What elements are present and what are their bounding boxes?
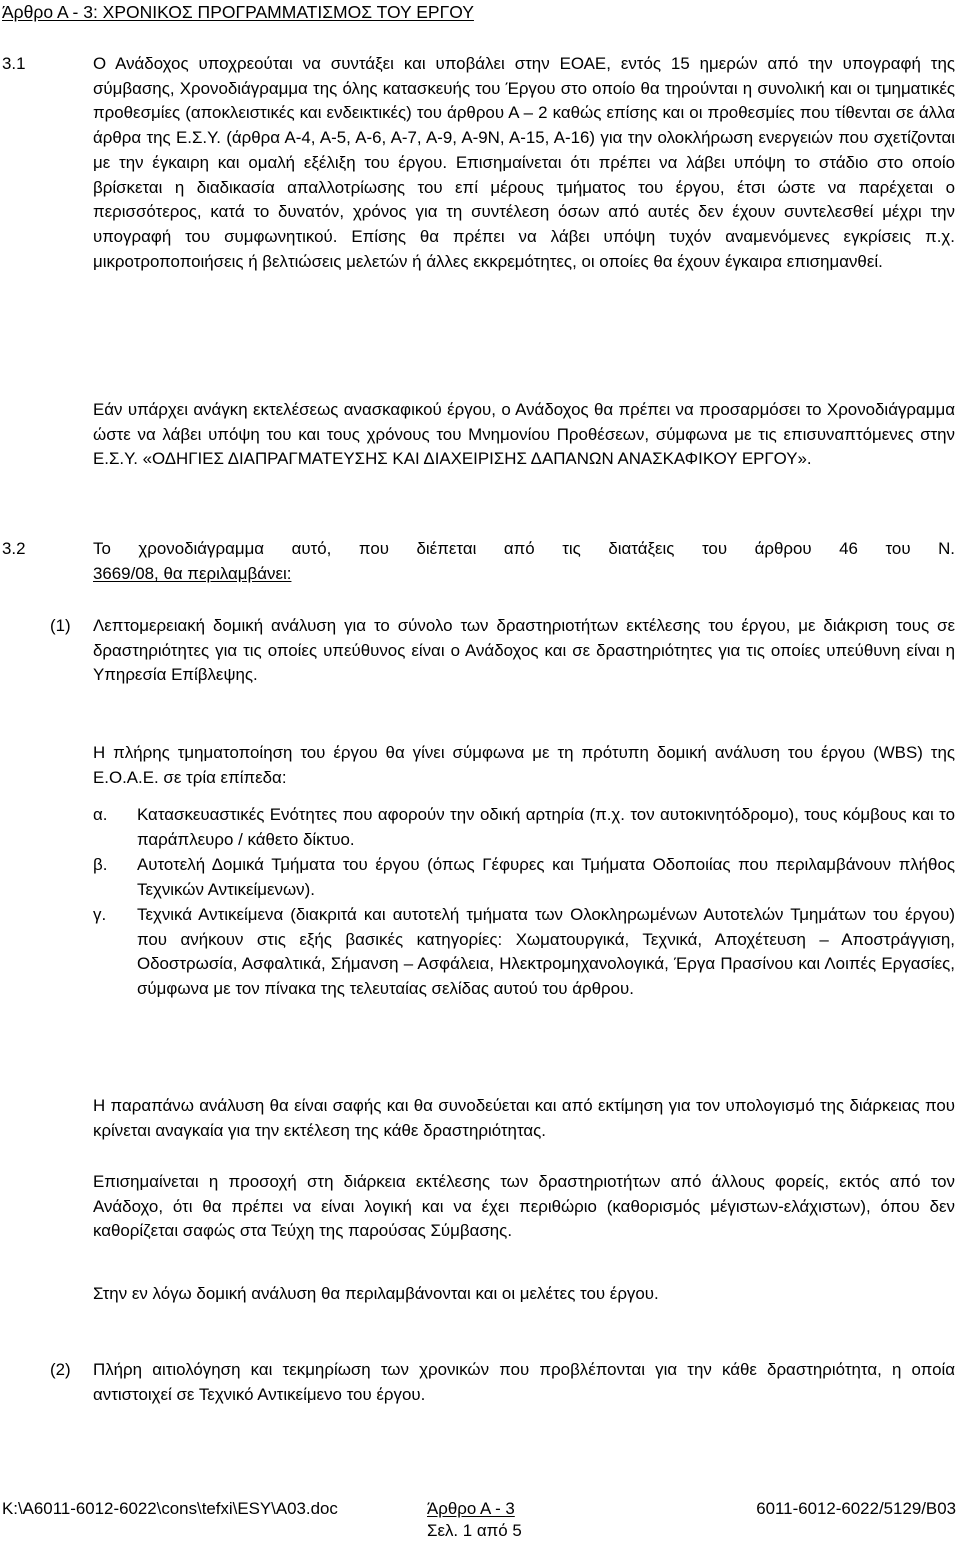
other-parties-text: Επισημαίνεται η προσοχή στη διάρκεια εκτέλεσης των δραστηριοτήτων από άλλους φορείς, εκτός από τον Ανάδοχο, ότι θα πρέπει να είναι λογική και να έχει περιθώριο (καθορισμός μέγιστων-ελάχιστων), όπου δεν καθορίζεται σαφώς στα Τεύχη της παρούσας Σύμβασης. (93, 1172, 955, 1241)
section-3-2-line-2: 3669/08, θα περιλαμβάνει: (93, 563, 292, 583)
item-2-paragraph (93, 1358, 955, 1407)
section-3-2-line-1: Το χρονοδιάγραμμα αυτό, που διέπεται από τις διατάξεις του άρθρου 46 του Ν. (93, 539, 955, 558)
sub-item-b-label: β. (93, 855, 108, 874)
article-title: Άρθρο Α - 3: ΧΡΟΝΙΚΟΣ ΠΡΟΓΡΑΜΜΑΤΙΣΜΟΣ ΤΟΥ ΕΡΓΟΥ (2, 2, 474, 22)
item-2-label: (2) (50, 1360, 71, 1379)
section-number-3-2: 3.2 (2, 539, 26, 558)
sub-item-a-label: α. (93, 805, 108, 824)
duration-text: Η παραπάνω ανάλυση θα είναι σαφής και θα συνοδεύεται και από εκτίμηση για τον υπολογισμό της διάρκειας που κρίνεται αναγκαία για την εκτέλεση της κάθε δραστηριότητας. (93, 1096, 955, 1140)
footer-page-number: Σελ. 1 από 5 (427, 1521, 522, 1540)
section-number-3-1: 3.1 (2, 54, 26, 73)
wbs-text: Η πλήρης τμηματοποίηση του έργου θα γίνει σύμφωνα με τη πρότυπη δομική ανάλυση του έργου (WBS) της Ε.Ο.Α.Ε. σε τρία επίπεδα: (93, 743, 955, 787)
sub-item-c-label: γ. (93, 905, 107, 924)
footer-file-path: K:\A6011-6012-6022\cons\tefxi\ESY\A03.doc (2, 1499, 338, 1518)
item-1-paragraph-2 (93, 741, 955, 790)
sub-item-b-text: Αυτοτελή Δομικά Τμήματα του έργου (όπως Γέφυρες και Τμήματα Οδοποιίας που περιλαμβάνουν πλήθος Τεχνικών Αντικείμενων). (137, 855, 955, 899)
item-2-text: Πλήρη αιτιολόγηση και τεκμηρίωση των χρονικών που προβλέπονται για την κάθε δραστηριότητα, η οποία αντιστοιχεί σε Τεχνικό Αντικείμενο του έργου. (93, 1360, 955, 1404)
item-1-paragraph-4 (93, 1170, 955, 1244)
item-1-paragraph-1 (93, 614, 955, 688)
item-1-text: Λεπτομερειακή δομική ανάλυση για το σύνολο των δραστηριοτήτων εκτέλεσης του έργου, με διάκριση τους σε δραστηριότητες για τις οποίες υπεύθυνος είναι ο Ανάδοχος και σε δραστηριότητες για τις οποίες υπεύθυνη είναι η Υπηρεσία Επίβλεψης. (93, 616, 955, 685)
item-1-label: (1) (50, 616, 71, 635)
sub-item-c-text: Τεχνικά Αντικείμενα (διακριτά και αυτοτελή τμήματα των Ολοκληρωμένων Αυτοτελών Τμημάτων του έργου) που ανήκουν στις εξής βασικές κατηγορίες: Χωματουργικά, Τεχνικά, Αποχέτευση – Αποστράγγιση, Οδοστρωσία, Ασφαλτικά, Σήμανση – Ασφάλεια, Ηλεκτρομηχανολογικά, Έργα Πρασίνου και Λοιπές Εργασίες, σύμφωνα με τον πίνακα της τελευταίας σελίδας αυτού του άρθρου. (137, 905, 955, 999)
footer-article (427, 1497, 515, 1522)
section-3-2-paragraph (93, 537, 955, 586)
sub-item-a-text: Κατασκευαστικές Ενότητες που αφορούν την οδική αρτηρία (π.χ. τον αυτοκινητόδρομο), τους κόμβους και το παράπλευρο / κάθετο δίκτυο. (137, 805, 955, 849)
item-1-paragraph-5 (93, 1282, 955, 1307)
footer-article-label: Άρθρο Α - 3 (427, 1499, 515, 1518)
section-3-1-paragraph-2 (93, 398, 955, 472)
studies-text: Στην εν λόγω δομική ανάλυση θα περιλαμβάνονται και οι μελέτες του έργου. (93, 1284, 659, 1303)
item-1-paragraph-3 (93, 1094, 955, 1143)
excavation-text: Εάν υπάρχει ανάγκη εκτελέσεως ανασκαφικού έργου, ο Ανάδοχος θα πρέπει να προσαρμόσει το Χρονοδιάγραμμα ώστε να λάβει υπόψη του και τους χρόνους του Μνημονίου Προθέσεων, σύμφωνα με τις επισυναπτόμενες στην Ε.Σ.Υ. «ΟΔΗΓΙΕΣ ΔΙΑΠΡΑΓΜΑΤΕΥΣΗΣ ΚΑΙ ΔΙΑΧΕΙΡΙΣΗΣ ΔΑΠΑΝΩΝ ΑΝΑΣΚΑΦΙΚΟΥ ΕΡΓΟΥ». (93, 400, 955, 469)
section-3-1-paragraph-1 (93, 52, 955, 274)
section-3-1-text: Ο Ανάδοχος υποχρεούται να συντάξει και υποβάλει στην ΕΟΑΕ, εντός 15 ημερών από την υπογραφή της σύμβασης, Χρονοδιάγραμμα της όλης κατασκευής του Έργου στο οποίο θα τηρούνται η συνολική και οι τμηματικές προθεσμίες (αποκλειστικές και ενδεικτικές) του άρθρου Α – 2 καθώς επίσης και οι προθεσμίες που τίθενται σε άλλα άρθρα της Ε.Σ.Υ. (άρθρα Α-4, Α-5, Α-6, Α-7, Α-9, Α-9Ν, Α-15, Α-16) για την ολοκλήρωση ενεργειών που σχετίζονται με την έγκαιρη και ομαλή εξέλιξη του έργου. Επισημαίνεται ότι πρέπει να λάβει υπόψη το στάδιο στο οποίο βρίσκεται η διαδικασία απαλλοτρίωσης του επί μέρους τμήματος του έργου, έτσι ώστε να παρέχεται ο περισσότερος, κατά το δυνατόν, χρόνος για τη συντέλεση όσων από αυτές δεν έχουν συντελεσθεί μέχρι την υπογραφή του συμφωνητικού. Επίσης θα πρέπει να λάβει υπόψη τυχόν αναμενόμενες εγκρίσεις π.χ. μικροτροποποιήσεις ή βελτιώσεις μελετών ή άλλες εκκρεμότητες, οι οποίες θα έχουν έγκαιρα επισημανθεί. (93, 54, 955, 271)
footer-document-code: 6011-6012-6022/5129/B03 (756, 1499, 956, 1518)
